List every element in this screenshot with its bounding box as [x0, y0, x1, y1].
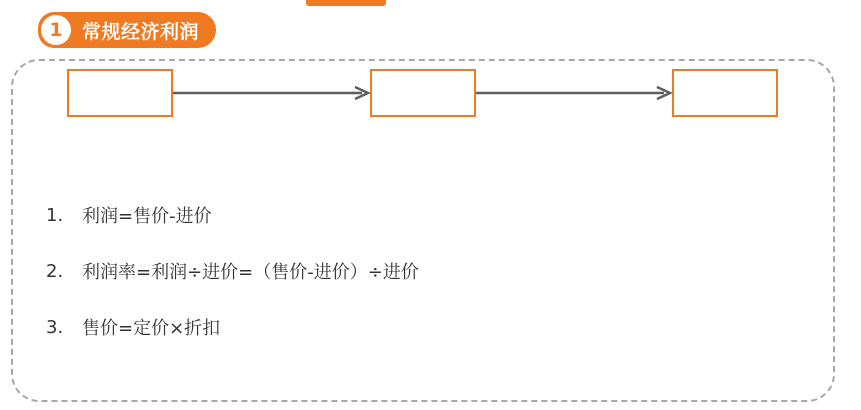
slide-header: [306, 0, 400, 6]
flow-box-1: [67, 69, 173, 117]
formula-text: 利润=售价-进价: [82, 206, 212, 227]
formula-item-1: [46, 203, 212, 227]
flow-box-3: [672, 69, 778, 117]
formula-text: 利润率=利润÷进价=（售价-进价）÷进价: [82, 262, 419, 283]
formula-number: 1.: [46, 204, 64, 226]
section-number: 1: [41, 15, 71, 45]
section-badge: [38, 12, 216, 48]
formula-item-3: [46, 315, 220, 339]
section-title: 常规经济利润: [82, 20, 200, 43]
formula-number: 3.: [46, 316, 64, 338]
formula-item-2: [46, 259, 419, 283]
formula-text: 售价=定价×折扣: [82, 318, 221, 339]
flow-box-2: [370, 69, 476, 117]
formula-number: 2.: [46, 260, 64, 282]
chapter-tag: [306, 0, 386, 6]
